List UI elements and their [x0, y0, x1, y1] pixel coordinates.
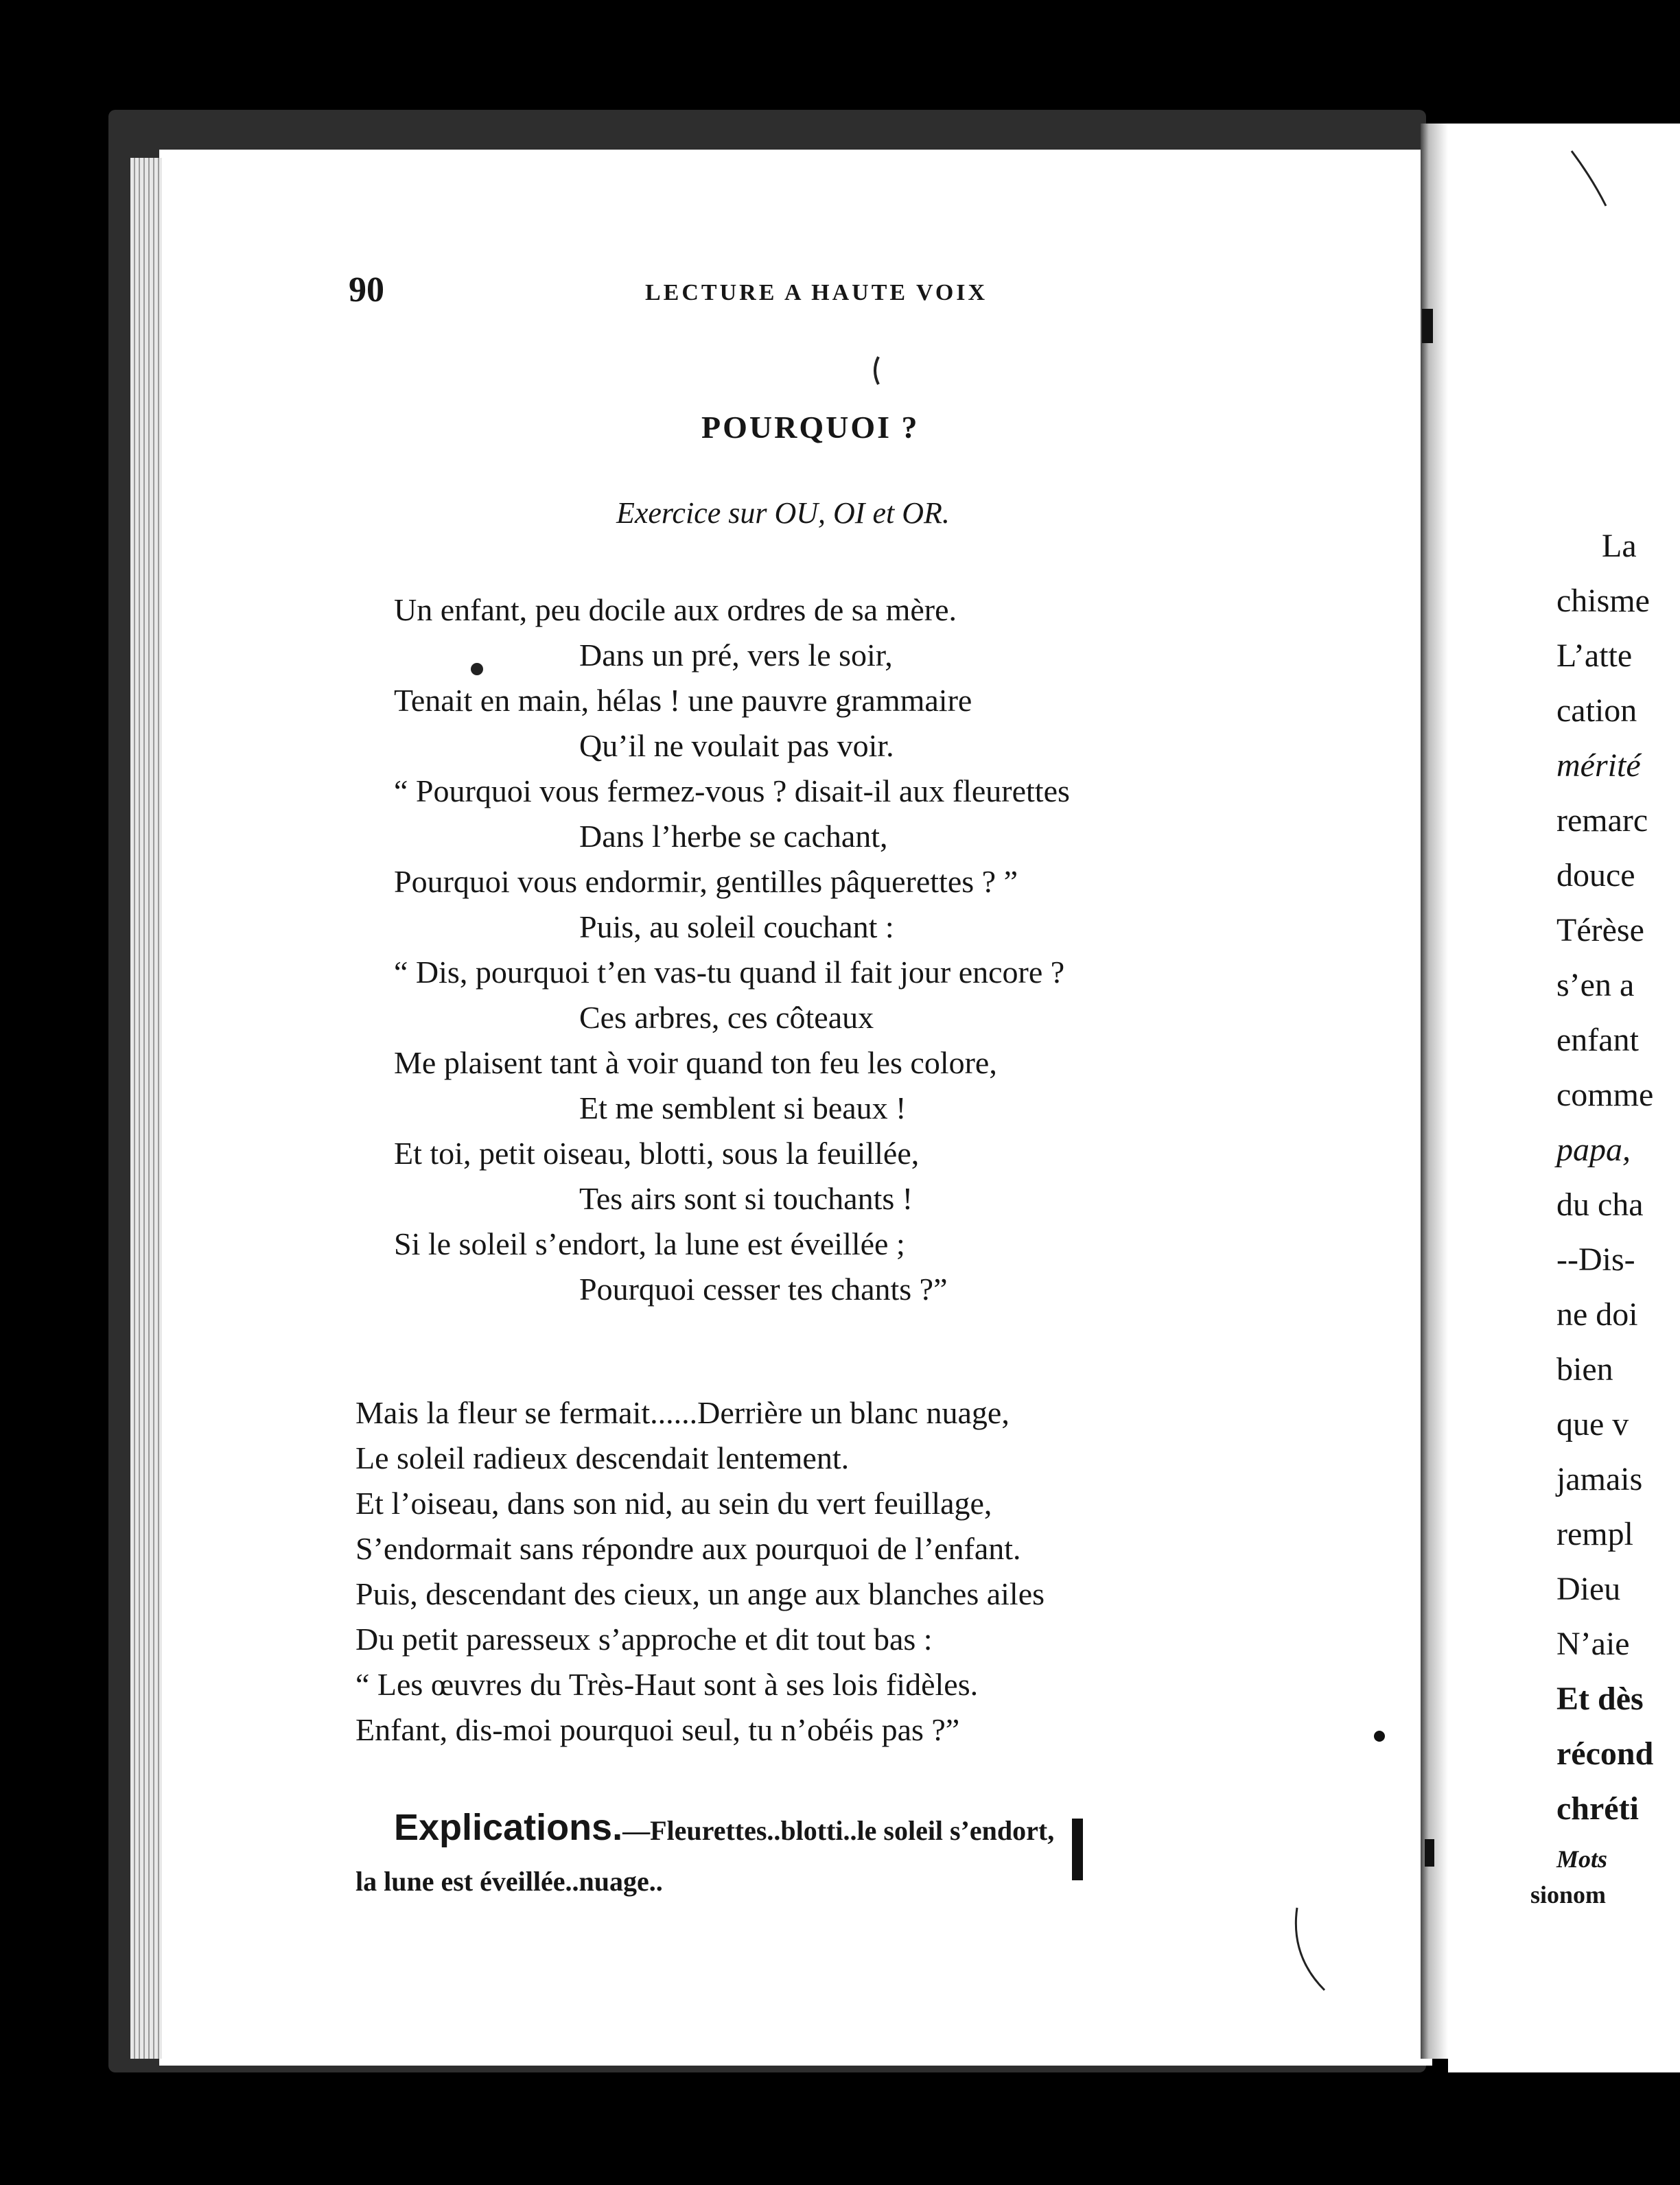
- poem-line: Et toi, petit oiseau, blotti, sous la feuillée,: [394, 1136, 920, 1171]
- poem-line: Puis, au soleil couchant :: [579, 909, 894, 944]
- poem-line: Ces arbres, ces côteaux: [579, 1000, 874, 1035]
- poem-line: Tenait en main, hélas ! une pauvre grammaire: [394, 683, 972, 718]
- poem-line: Dans l’herbe se cachant,: [579, 819, 888, 854]
- poem-line: Tes airs sont si touchants !: [579, 1181, 913, 1216]
- facing-line: ne doi: [1556, 1296, 1638, 1333]
- facing-line: comme: [1556, 1077, 1654, 1113]
- poem-line: Puis, descendant des cieux, un ange aux blanches ailes: [355, 1576, 1045, 1611]
- facing-line: bien: [1556, 1351, 1613, 1388]
- facing-line: s’en a: [1556, 967, 1635, 1003]
- poem-line: “ Pourquoi vous fermez-vous ? disait-il aux fleurettes: [394, 773, 1070, 808]
- facing-line: mérité: [1556, 747, 1641, 784]
- poem-line: “ Dis, pourquoi t’en vas-tu quand il fait jour encore ?: [394, 955, 1065, 990]
- facing-line: que v: [1556, 1406, 1629, 1442]
- facing-line: remarc: [1556, 802, 1648, 839]
- poem-line: Qu’il ne voulait pas voir.: [579, 728, 894, 763]
- poem-subtitle: Exercice sur OU, OI et OR.: [616, 496, 950, 530]
- facing-line: papa,: [1556, 1132, 1631, 1168]
- facing-line: chisme: [1556, 583, 1650, 619]
- poem-line: Et l’oiseau, dans son nid, au sein du vert feuillage,: [355, 1486, 992, 1521]
- facing-line: --Dis-: [1556, 1241, 1635, 1278]
- poem-line: “ Les œuvres du Très-Haut sont à ses lois fidèles.: [355, 1667, 979, 1702]
- poem-line: Le soleil radieux descendait lentement.: [355, 1440, 850, 1475]
- page-number: 90: [349, 270, 384, 309]
- facing-line: N’aie: [1556, 1626, 1630, 1662]
- explications-line-2: la lune est éveillée..nuage..: [355, 1866, 663, 1897]
- poem-line: Dans un pré, vers le soir,: [579, 638, 893, 673]
- poem-line: S’endormait sans répondre aux pourquoi de l’enfant.: [355, 1531, 1021, 1566]
- poem-line: Et me semblent si beaux !: [579, 1090, 907, 1125]
- facing-line: rempl: [1556, 1516, 1633, 1552]
- poem-line: Pourquoi vous endormir, gentilles pâquerettes ? ”: [394, 864, 1018, 899]
- poem-line: Pourquoi cesser tes chants ?”: [579, 1272, 948, 1307]
- facing-line: La: [1602, 528, 1637, 564]
- poem-line: Du petit paresseux s’approche et dit tout bas :: [355, 1622, 933, 1657]
- facing-line: jamais: [1556, 1461, 1643, 1497]
- facing-line: récond: [1556, 1736, 1654, 1772]
- facing-line: enfant: [1556, 1022, 1639, 1058]
- poem-line: Mais la fleur se fermait......Derrière un blanc nuage,: [355, 1395, 1010, 1430]
- facing-line: douce: [1556, 857, 1635, 893]
- facing-line: Dieu: [1556, 1571, 1621, 1607]
- facing-line: Et dès: [1556, 1681, 1644, 1717]
- poem-line: Me plaisent tant à voir quand ton feu les colore,: [394, 1045, 997, 1080]
- explications-label: Explications.: [394, 1807, 623, 1848]
- poem-title: POURQUOI ?: [701, 410, 920, 445]
- facing-line: L’atte: [1556, 638, 1633, 674]
- poem-line: Enfant, dis-moi pourquoi seul, tu n’obéis pas ?”: [355, 1712, 960, 1747]
- poem-line: Si le soleil s’endort, la lune est éveillée ;: [394, 1226, 905, 1261]
- facing-line: du cha: [1556, 1187, 1644, 1223]
- facing-line: Térèse: [1556, 912, 1644, 948]
- facing-line: Mots: [1556, 1845, 1608, 1873]
- running-head: LECTURE A HAUTE VOIX: [645, 280, 988, 305]
- explications-text: —Fleurettes..blotti..le soleil s’endort,: [622, 1815, 1055, 1846]
- facing-line: sionom: [1530, 1881, 1607, 1908]
- facing-line: cation: [1556, 692, 1637, 729]
- poem-line: Un enfant, peu docile aux ordres de sa mère.: [394, 592, 957, 627]
- facing-line: chréti: [1556, 1790, 1639, 1827]
